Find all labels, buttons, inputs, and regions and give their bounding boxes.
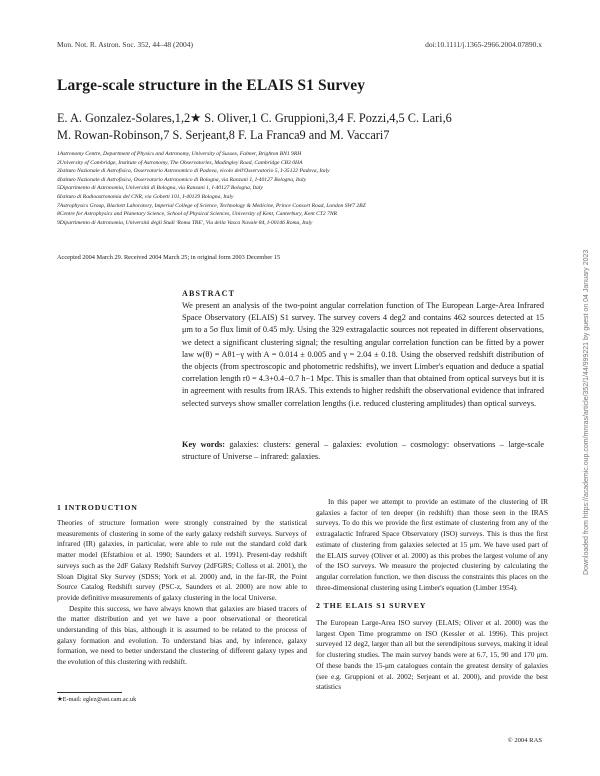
column-right xyxy=(316,497,548,693)
accepted-dates: Accepted 2004 March 29. Received 2004 March 25; in original form 2003 December 15 xyxy=(57,254,281,261)
footnote-divider xyxy=(57,692,122,693)
affiliation: 4Istituto Nazionale di Astrofisica, Osservatorio Astronomico di Bologna, via Ranzani 1, I-40127 Bologna, Italy xyxy=(57,176,307,183)
intro-paragraph-2: Despite this success, we have always known that galaxies are biased tracers of the matter distribution and yet we have a poor observational or theoretical understanding of this bias, although it is assumed to be related to the process of galaxy formation and evolution. To understand bias and, by inference, galaxy formation, we need to better understand the clustering of different galaxy types and the evolution of this clustering with redshift. xyxy=(57,603,307,667)
affiliations xyxy=(57,150,557,227)
affiliation: 2University of Cambridge, Institute of Astronomy, The Observatories, Madingley Road, Cambridge CB3 0HA xyxy=(57,159,303,166)
survey-paragraph: The European Large-Area ISO survey (ELAIS; Oliver et al. 2000) was the largest Open Time programme on ISO (Kessler et al. 1996). This project surveyed 12 deg2, larger than all but the serendipitous surveys, making it ideal for clustering studies. The main survey bands were at 6.7, 15, 90 and 170 μm. Of these bands the 15-μm catalogues contain the greatest density of galaxies (see e.g. Gruppioni et al. 2002; Serjeant et al. 2000), and provide the best statistics xyxy=(316,618,548,692)
keywords-text: galaxies: clusters: general – galaxies: evolution – cosmology: observations – large-scale structure of Universe – infrared: galaxies. xyxy=(182,440,545,462)
section-2-heading: 2 THE ELAIS S1 SURVEY xyxy=(316,601,427,611)
intro-paragraph-1: Theories of structure formation were strongly constrained by the statistical measurements of clustering in some of the early galaxy redshift surveys. Surveys of infrared (IR) galaxies, in particular, were able to rule out the standard cold dark matter model (Efstathiou et al. 1990; Saunders et al. 1991). Present-day redshift surveys such as the 2dF Galaxy Redshift Survey (2dFGRS; Colless et al. 2001), the Sloan Digital Sky Survey (SDSS; York et al. 2000) and, in the far-IR, the Point Source Catalog Redshift survey (PSC-z, Saunders et al. 2000) are now able to provide definitive measurements of galaxy clustering in the local Universe. xyxy=(57,518,307,602)
affiliation: 1Astronomy Centre, Department of Physics and Astronomy, University of Sussex, Falmer, Brighton BN1 9RH xyxy=(57,151,302,157)
intro-paragraph-3: In this paper we attempt to provide an estimate of the clustering of IR galaxies a factor of ten deeper (in redshift) than those seen in the IRAS surveys. To do this we provide the first estimate of clustering from any of the extragalactic Infrared Space Observatory (ISO) surveys. This is thus the first estimate of clustering from galaxies selected at 15 μm. We have used part of the ELAIS survey (Oliver et al. 2000) as this probes the largest volume of any of the ISO surveys. We measure the projected clustering by calculating the angular correlation function, we then discuss the constraints this places on the three-dimensional clustering using Limber's equation (Limber 1954). xyxy=(316,497,548,592)
author-line-1: E. A. Gonzalez-Solares,1,2★ S. Oliver,1 C. Gruppioni,3,4 F. Pozzi,4,5 C. Lari,6 xyxy=(57,111,452,125)
affiliation: 6Istituto di Radioastronomia del CNR, via Gobetti 101, I-40129 Bologna, Italy xyxy=(57,193,234,200)
author-list xyxy=(57,110,537,144)
abstract-heading: ABSTRACT xyxy=(182,289,236,298)
footnote-email[interactable]: ★E-mail: eglez@ast.cam.ac.uk xyxy=(57,696,137,703)
affiliation: 3Istituto Nazionale di Astrofisica, Osservatorio Astronomico di Padova, vicolo dell'Osservatorio 5, I-35122 Padova, Italy xyxy=(57,168,330,175)
affiliation: 8Centre for Astrophysics and Planetary Science, School of Physical Sciences, University of Kent, Canterbury, Kent CT2 7NR xyxy=(57,211,338,218)
section-1-heading: 1 INTRODUCTION xyxy=(57,503,138,512)
journal-citation: Mon. Not. R. Astron. Soc. 352, 44–48 (2004) xyxy=(57,40,194,49)
abstract-text: We present an analysis of the two-point angular correlation function of The European Large-Area Infrared Space Observatory (ELAIS) S1 survey. The survey covers 4 deg2 and contains 462 sources detected at 15 μm to a 5σ flux limit of 0.45 mJy. Using the 329 extragalactic sources not repeated in different observations, we detect a significant clustering signal; the resulting angular correlation function can be fitted by a power law w(θ) = Aθ1−γ with A = 0.014 ± 0.005 and γ = 2.04 ± 0.18. Using the observed redshift distribution of the objects (from spectroscopic and photometric redshifts), we invert Limber's equation and deduce a spatial correlation length r0 = 4.3+0.4−0.7 h−1 Mpc. This is smaller than that obtained from optical surveys but it is in agreement with results from IRAS. This extends to higher redshift the observational evidence that infrared selected surveys show smaller correlation lengths (i.e. reduced clustering amplitudes) than optical surveys. xyxy=(182,301,544,408)
column-left xyxy=(57,518,307,668)
download-watermark: Downloaded from https://academic.oup.com/mnras/article/352/1/44/999221 by guest on 04 January 2023 xyxy=(583,249,590,575)
affiliation: 5Dipartimento di Astronomia, Università di Bologna, via Ranzani 1, I-40127 Bologna, Italy xyxy=(57,185,263,192)
affiliation: 9Dipartimento di Astronomia, Università degli Studi 'Roma TRE', Via della Vasca Navale 84, I-00146 Roma, Italy xyxy=(57,219,313,226)
paper-title: Large-scale structure in the ELAIS S1 Survey xyxy=(57,77,366,94)
copyright: © 2004 RAS xyxy=(507,737,542,744)
author-line-2: M. Rowan-Robinson,7 S. Serjeant,8 F. La Franca9 and M. Vaccari7 xyxy=(57,128,390,142)
affiliation: 7Astrophysics Group, Blackett Laboratory, Imperial College of Science, Technology & Medicine, Prince Consort Road, London SW7 2BZ xyxy=(57,202,366,209)
keywords xyxy=(182,439,544,463)
doi[interactable]: doi:10.1111/j.1365-2966.2004.07890.x xyxy=(425,40,542,49)
keywords-label: Key words: xyxy=(182,440,226,449)
